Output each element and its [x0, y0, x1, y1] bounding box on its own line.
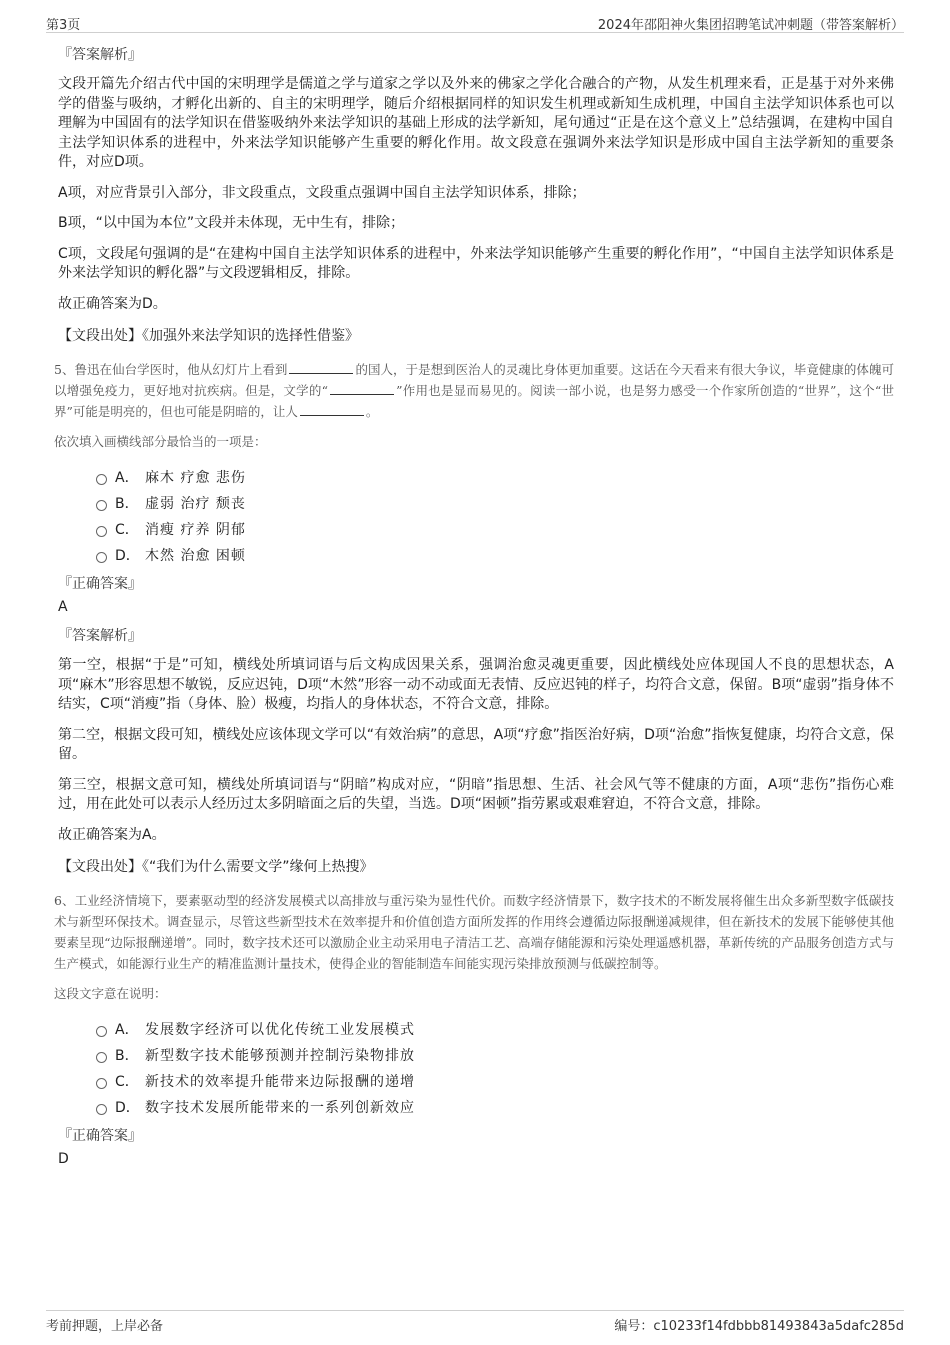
analysis-paragraph: 文段开篇先介绍古代中国的宋明理学是儒道之学与道家之学以及外来的佛家之学化合融合的产物，从发生机理来看，正是基于对外来佛学的借鉴与吸纳，才孵化出新的、自主的宋明理学，随后介绍根据同样的知识发生机理或新知生成机理，中国自主法学知识体系也可以理解为中国固有的法学知识在借鉴吸纳外来法学知识的基础上形成的法学新知，尾句通过“正是在这个意义上”总结强调，在建构中国自主法学知识体系的进程中，外来法学知识能够产生重要的孵化作用。故文段意在强调外来法学知识是形成中国自主法学新知的重要条件，对应D项。: [58, 76, 894, 170]
option-b[interactable]: [96, 1042, 894, 1068]
question-6-prompt: 这段文字意在说明：: [54, 986, 167, 1001]
document-body: [54, 45, 894, 1178]
question-5-options: [96, 464, 894, 568]
document-id: 编号：c10233f14fdbbb81493843a5dafc285d: [614, 1319, 904, 1334]
option-letter: A．: [115, 470, 139, 486]
analysis-paragraph: A项，对应背景引入部分，非文段重点，文段重点强调中国自主法学知识体系，排除；: [58, 184, 586, 201]
passage-source: 【文段出处】《加强外来法学知识的选择性借鉴》: [58, 328, 359, 344]
option-c[interactable]: [96, 1068, 894, 1094]
option-c[interactable]: [96, 516, 894, 542]
option-text: 新型数字技术能够预测并控制污染物排放: [145, 1048, 415, 1064]
option-letter: D．: [115, 1100, 140, 1116]
question-text-part: 。: [365, 404, 379, 419]
option-letter: C．: [115, 1074, 139, 1090]
option-letter: B．: [115, 496, 139, 512]
analysis-paragraph: 第一空，根据“于是”可知，横线处所填词语与后文构成因果关系，强调治愈灵魂更重要，因此横线处应体现国人不良的思想状态，A项“麻木”形容思想不敏锐，反应迟钝，D项“木然”形容一动不动或面无表情、反应迟钝的样子，均符合文意，保留。B项“虚弱”指身体不结实，C项“消瘦”指（身体、脸）极瘦，均指人的身体状态，不符合文意，排除。: [58, 657, 894, 712]
option-b[interactable]: [96, 490, 894, 516]
correct-answer: D: [58, 1151, 69, 1167]
option-d[interactable]: [96, 1094, 894, 1120]
option-letter: B．: [115, 1048, 139, 1064]
option-d[interactable]: [96, 542, 894, 568]
question-5-prompt: 依次填入画横线部分最恰当的一项是：: [54, 434, 267, 449]
question-6-text: 6、工业经济情境下，要素驱动型的经济发展模式以高排放与重污染为显性代价。而数字经济情景下，数字技术的不断发展将催生出众多新型数字低碳技术与新型环保技术。调查显示，尽管这些新型技术在效率提升和价值创造方面所发挥的作用终会遵循边际报酬递减规律，但在新技术的发展下能够使其他要素呈现“边际报酬递增”。同时，数字技术还可以激励企业主动采用电子清洁工艺、高端存储能源和污染处理遥感机器，革新传统的产品服务创造方式与生产模式，如能源行业生产的精准监测计量技术，使得企业的智能制造车间能实现污染排放预测与低碳控制等。: [54, 893, 894, 971]
correct-answer-label: 『正确答案』: [58, 1128, 142, 1144]
correct-answer: A: [58, 599, 68, 615]
analysis-paragraph: B项，“以中国为本位”文段并未体现，无中生有，排除；: [58, 215, 405, 231]
page-header: [46, 12, 904, 33]
passage-source: 【文段出处】《“我们为什么需要文学”缘何上热搜》: [58, 859, 374, 875]
question-5-text: [54, 359, 894, 422]
radio-icon[interactable]: [96, 526, 107, 537]
question-text-part: ”作用也是显而易见的。阅读一部小说，也是努力感受一个作家所创造的“世界”，这个“世界”可能是明亮的，但也可能是阴暗的，让人: [54, 383, 894, 419]
question-6-options: [96, 1016, 894, 1120]
radio-icon[interactable]: [96, 552, 107, 563]
page-number: 第3页: [46, 18, 81, 33]
option-text: 消瘦 疗养 阴郁: [145, 522, 246, 538]
fill-blank: [300, 403, 364, 416]
option-text: 数字技术发展所能带来的一系列创新效应: [145, 1100, 415, 1116]
analysis-paragraph: 第三空，根据文意可知，横线处所填词语与“阴暗”构成对应，“阴暗”指思想、生活、社会风气等不健康的方面，A项“悲伤”指伤心难过，用在此处可以表示人经历过太多阴暗面之后的失望，当选。D项“困顿”指劳累或艰难窘迫，不符合文意，排除。: [58, 776, 894, 812]
page-footer: [46, 1310, 904, 1333]
question-text-part: 5、鲁迅在仙台学医时，他从幻灯片上看到: [54, 362, 288, 377]
option-text: 发展数字经济可以优化传统工业发展模式: [145, 1022, 415, 1038]
analysis-paragraph: 故正确答案为A。: [58, 826, 166, 843]
option-letter: A．: [115, 1022, 139, 1038]
radio-icon[interactable]: [96, 474, 107, 485]
option-a[interactable]: [96, 464, 894, 490]
analysis-paragraph: C项，文段尾句强调的是“在建构中国自主法学知识体系的进程中，外来法学知识能够产生重要的孵化作用”，“中国自主法学知识体系是外来法学知识的孵化器”与文段逻辑相反，排除。: [58, 245, 894, 281]
option-a[interactable]: [96, 1016, 894, 1042]
radio-icon[interactable]: [96, 1078, 107, 1089]
fill-blank: [330, 382, 394, 395]
radio-icon[interactable]: [96, 500, 107, 511]
analysis-paragraph: 第二空，根据文段可知，横线处应该体现文学可以“有效治病”的意思，A项“疗愈”指医治好病，D项“治愈”指恢复健康，均符合文意，保留。: [58, 726, 894, 762]
option-letter: D．: [115, 548, 140, 564]
question-text-part: 的国人，于是想到医治人的灵魂比身体更加重要。这话在今天看来有很大争议，毕竟健康的体魄可以增强免疫力，更好地对抗疾病。但是，文学的“: [54, 362, 894, 398]
radio-icon[interactable]: [96, 1052, 107, 1063]
correct-answer-label: 『正确答案』: [58, 576, 142, 592]
analysis-label: 『答案解析』: [58, 47, 142, 63]
analysis-paragraph: 故正确答案为D。: [58, 295, 167, 312]
radio-icon[interactable]: [96, 1104, 107, 1115]
fill-blank: [289, 361, 353, 374]
footer-slogan: 考前押题，上岸必备: [46, 1319, 164, 1334]
option-text: 木然 治愈 困顿: [145, 548, 246, 564]
option-text: 麻木 疗愈 悲伤: [145, 470, 246, 486]
option-text: 虚弱 治疗 颓丧: [145, 496, 246, 512]
option-text: 新技术的效率提升能带来边际报酬的递增: [145, 1074, 415, 1090]
document-title: 2024年邵阳神火集团招聘笔试冲刺题（带答案解析）: [597, 18, 904, 33]
analysis-label: 『答案解析』: [58, 628, 142, 644]
radio-icon[interactable]: [96, 1026, 107, 1037]
option-letter: C．: [115, 522, 139, 538]
